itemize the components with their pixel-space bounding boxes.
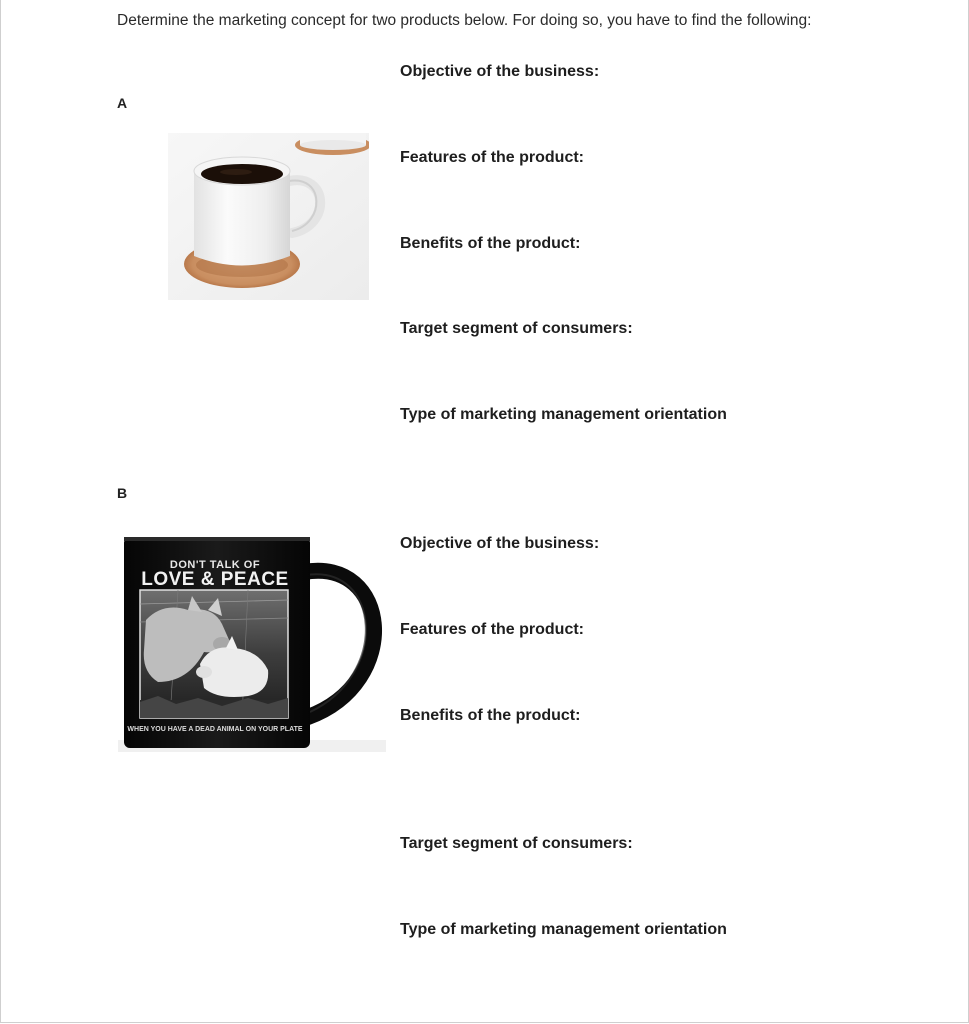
section-b-label: B: [117, 485, 128, 501]
section-a-label: A: [117, 95, 128, 111]
question-b-orientation: Type of marketing management orientation: [400, 921, 727, 938]
black-mug-image: [118, 532, 386, 752]
question-a-features: Features of the product:: [400, 149, 585, 166]
white-coffee-mug-image: [168, 133, 369, 300]
question-b-benefits: Benefits of the product:: [400, 707, 581, 724]
question-a-benefits: Benefits of the product:: [400, 235, 581, 252]
mug-print-bottom: WHEN YOU HAVE A DEAD ANIMAL ON YOUR PLATE: [127, 726, 303, 733]
question-b-target: Target segment of consumers:: [400, 835, 633, 852]
question-b-objective: Objective of the business:: [400, 535, 600, 552]
question-b-features: Features of the product:: [400, 621, 585, 638]
question-a-orientation: Type of marketing management orientation: [400, 406, 727, 423]
question-a-objective: Objective of the business:: [400, 63, 600, 80]
instructions-text: Determine the marketing concept for two products below. For doing so, you have to find the following:: [117, 12, 812, 29]
question-a-target: Target segment of consumers:: [400, 320, 633, 337]
mug-print-top-large: LOVE & PEACE: [141, 569, 289, 590]
mug-print-top-small: DON'T TALK OF: [169, 559, 261, 571]
